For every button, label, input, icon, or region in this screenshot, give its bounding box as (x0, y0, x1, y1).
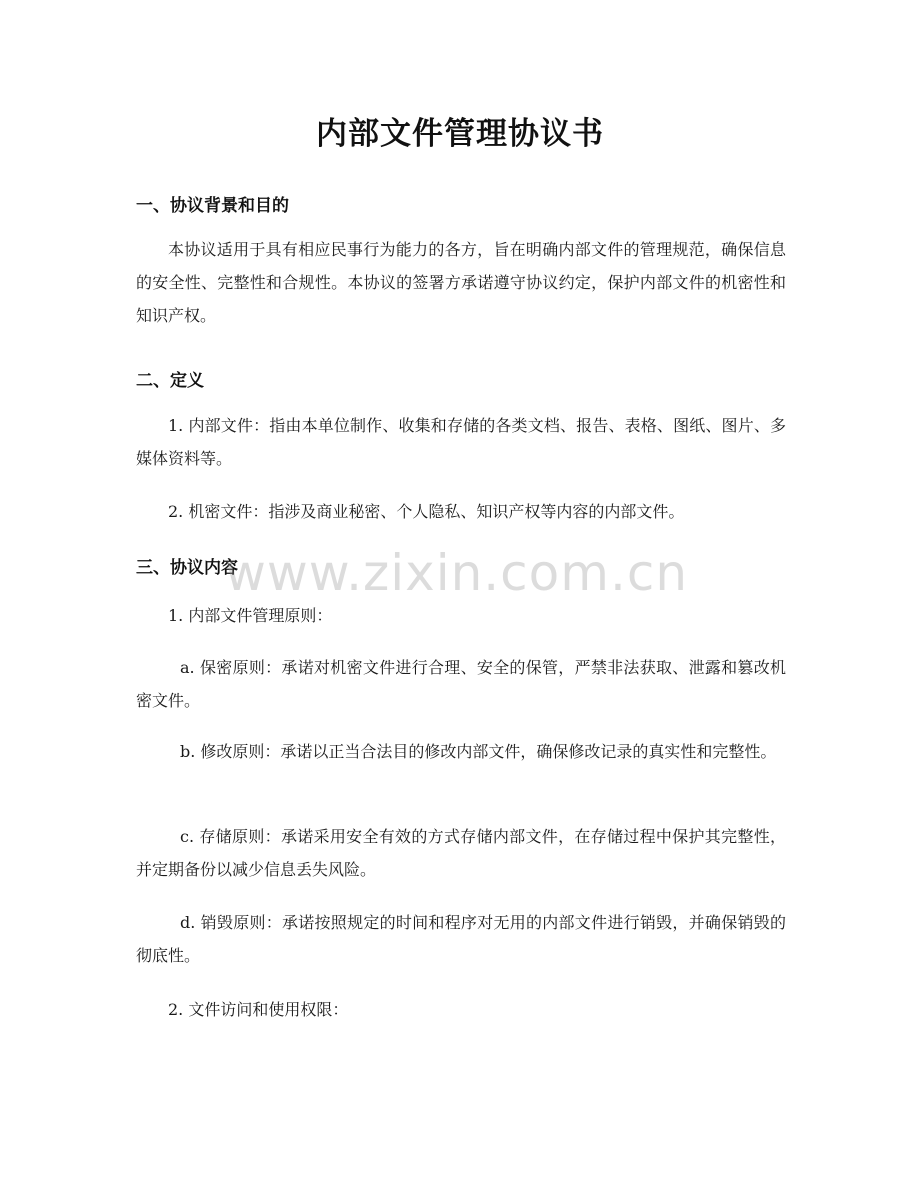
watermark-text: www.zixin.com.cn (225, 544, 689, 602)
paragraph-definition-1: 1. 内部文件：指由本单位制作、收集和存储的各类文档、报告、表格、图纸、图片、多媒体资料等。 (136, 416, 786, 468)
paragraph-principle-b: b. 修改原则：承诺以正当合法目的修改内部文件，确保修改记录的真实性和完整性。 (180, 742, 777, 761)
section-heading-definitions: 二、定义 (136, 371, 204, 391)
paragraph-background: 本协议适用于具有相应民事行为能力的各方，旨在明确内部文件的管理规范，确保信息的安全性、完整性和合规性。本协议的签署方承诺遵守协议约定，保护内部文件的机密性和知识产权。 (136, 240, 786, 325)
paragraph-principle-a: a. 保密原则：承诺对机密文件进行合理、安全的保管，严禁非法获取、泄露和篡改机密文件。 (136, 658, 786, 710)
paragraph-definition-2: 2. 机密文件：指涉及商业秘密、个人隐私、知识产权等内容的内部文件。 (168, 502, 685, 521)
paragraph-principles-intro: 1. 内部文件管理原则： (168, 606, 333, 625)
document-title: 内部文件管理协议书 (316, 116, 604, 152)
section-heading-content: 三、协议内容 (136, 558, 238, 578)
paragraph-principle-c: c. 存储原则：承诺采用安全有效的方式存储内部文件，在存储过程中保护其完整性，并定期备份以减少信息丢失风险。 (136, 827, 786, 879)
paragraph-access-rights: 2. 文件访问和使用权限： (168, 1000, 349, 1019)
paragraph-principle-d: d. 销毁原则：承诺按照规定的时间和程序对无用的内部文件进行销毁，并确保销毁的彻底性。 (136, 913, 786, 965)
section-heading-background: 一、协议背景和目的 (136, 196, 289, 216)
